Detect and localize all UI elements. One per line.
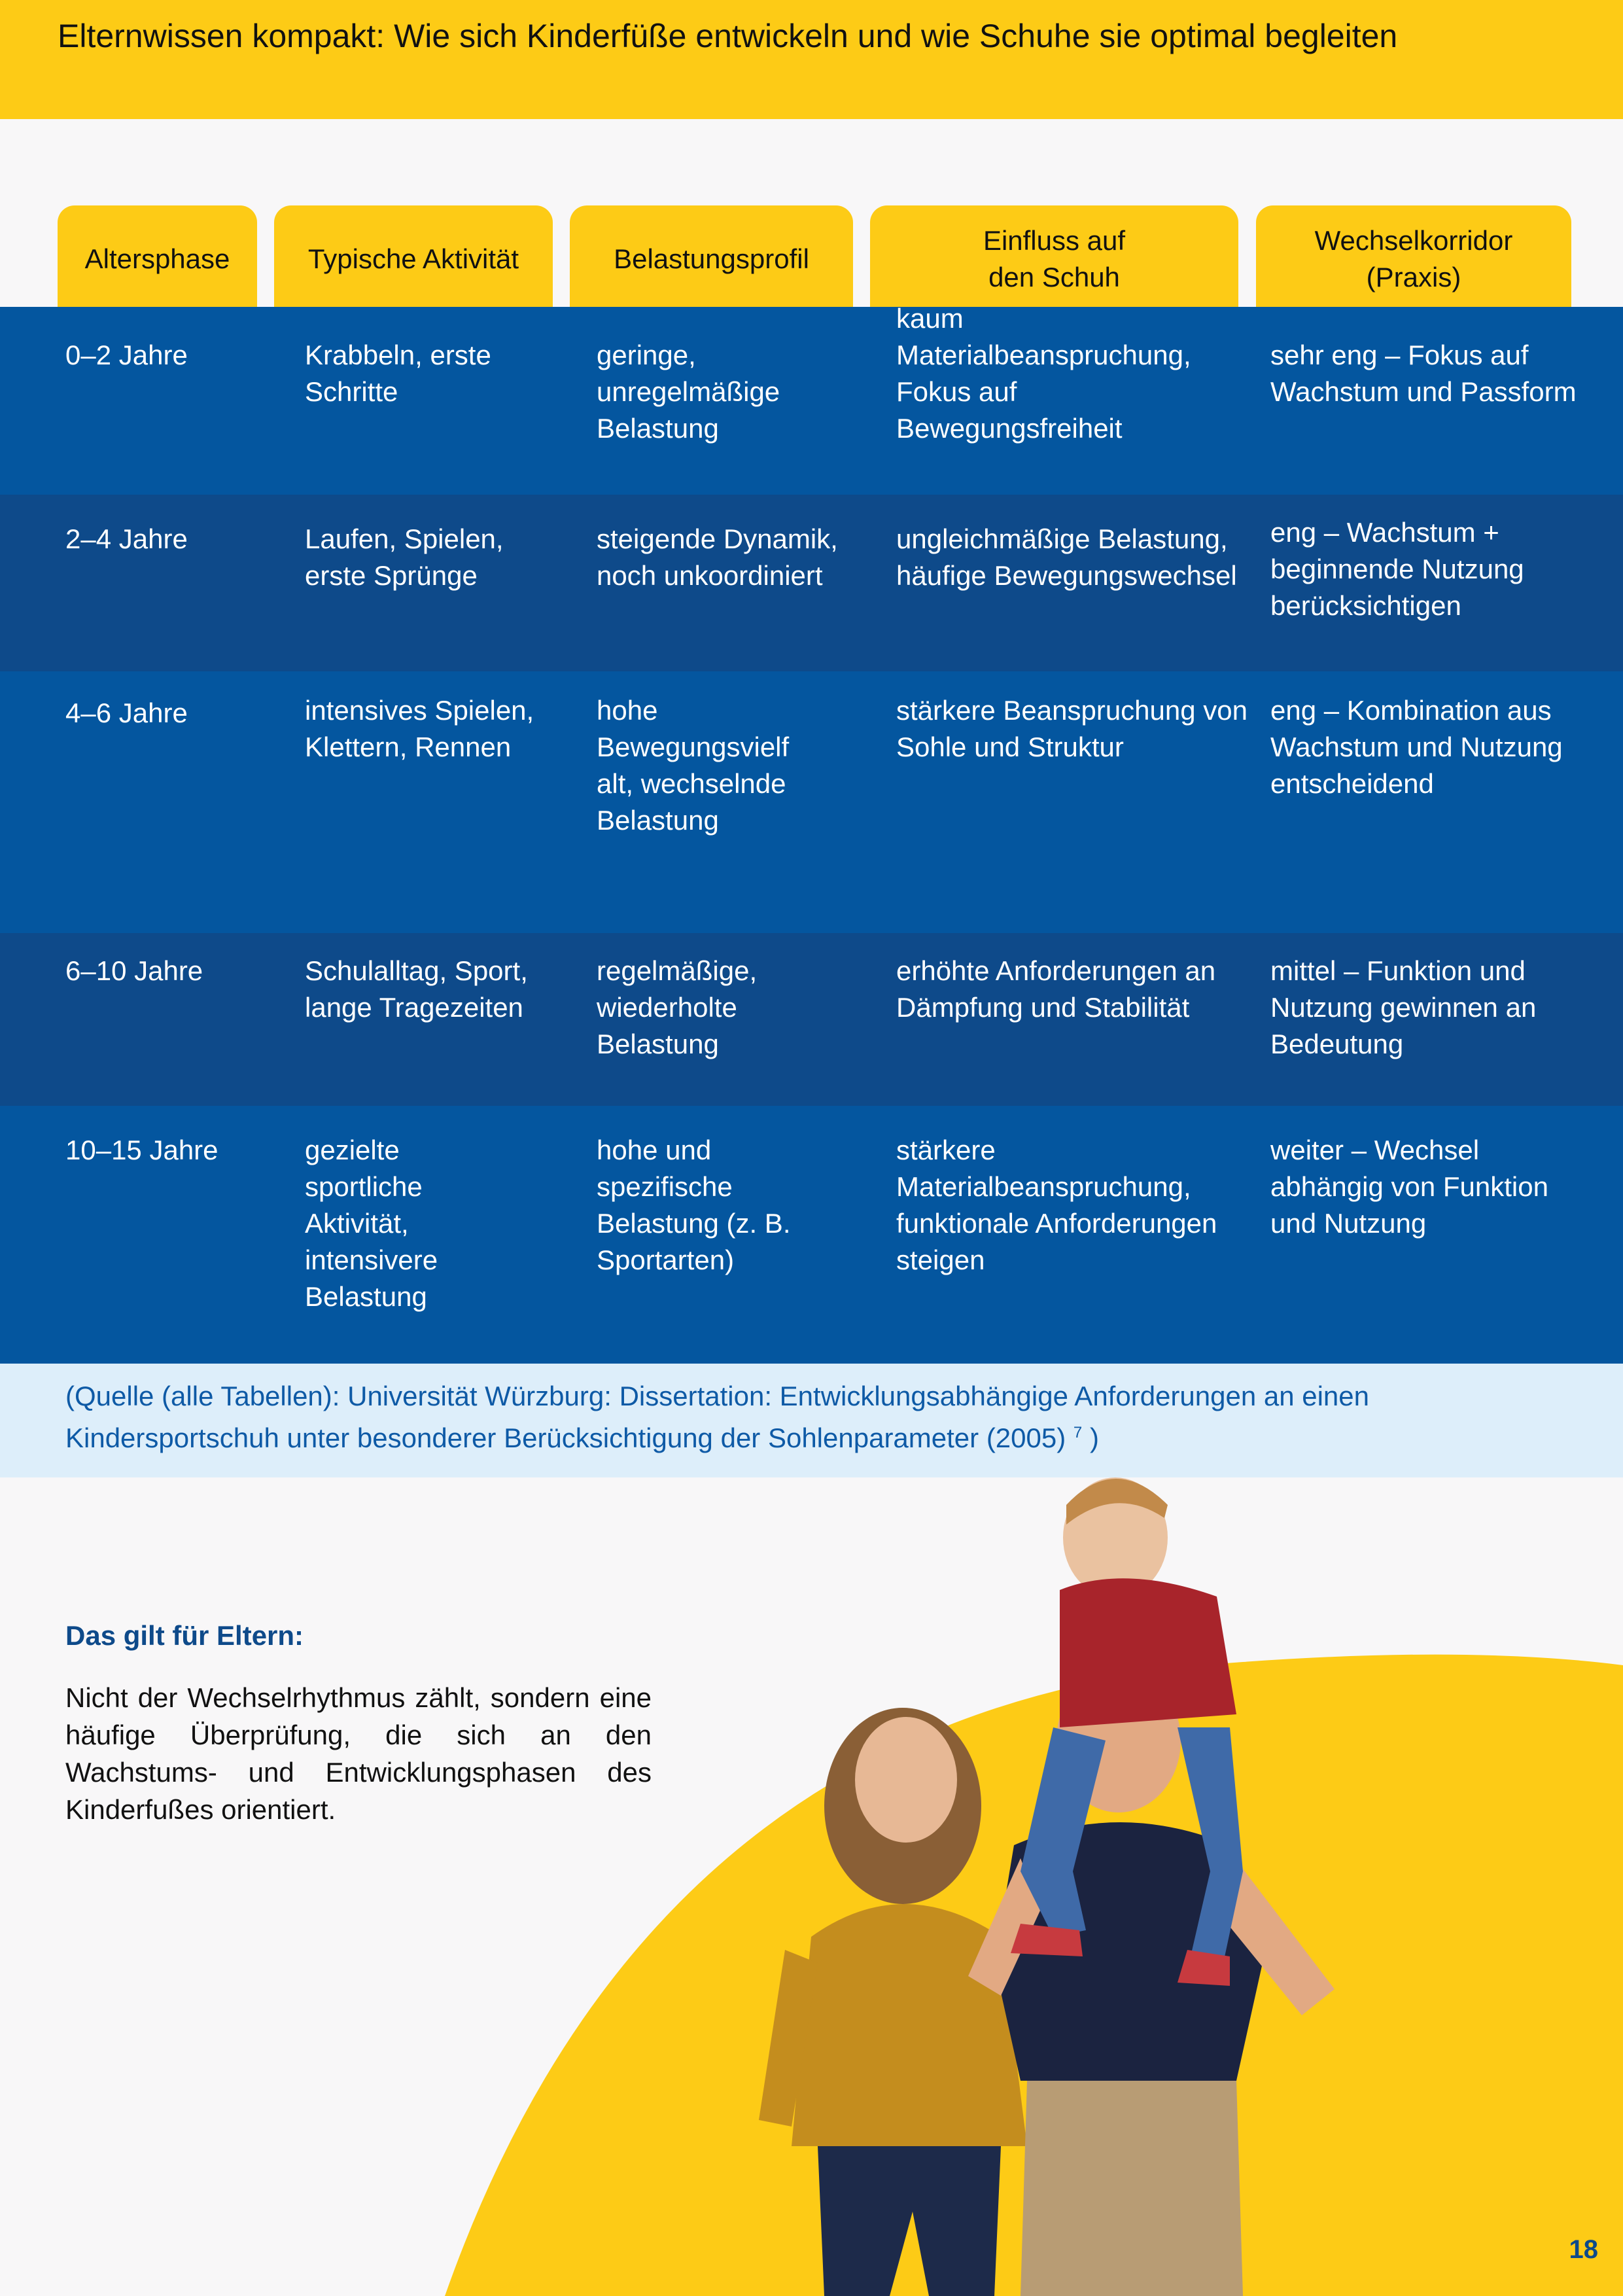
table-cell-shoe-impact: erhöhte Anforderungen an Dämpfung und Stabilität bbox=[896, 955, 1216, 1023]
table-cell-activity: intensives Spielen, Klettern, Rennen bbox=[305, 695, 534, 762]
table-cell-shoe-impact: stärkere Materialbeanspruchung, funktionale Anforderungen steigen bbox=[896, 1135, 1217, 1275]
table-cell-activity: gezielte sportliche Aktivität, intensivere Belastung bbox=[305, 1135, 438, 1312]
column-header-wechselkorridor: Wechselkorridor (Praxis) bbox=[1256, 205, 1571, 307]
column-header-einfluss: Einfluss auf den Schuh bbox=[870, 205, 1238, 307]
table-cell-activity: Krabbeln, erste Schritte bbox=[305, 340, 491, 407]
table-cell-change-corridor: mittel – Funktion und Nutzung gewinnen an Bedeutung bbox=[1270, 955, 1537, 1059]
page-number: 18 bbox=[1569, 2235, 1598, 2264]
table-cell-shoe-impact: stärkere Beanspruchung von Sohle und Struktur bbox=[896, 695, 1248, 762]
table-cell-load-profile: regelmäßige, wiederholte Belastung bbox=[597, 955, 758, 1059]
tip-heading: Das gilt für Eltern: bbox=[65, 1620, 304, 1651]
table-cell-age: 2–4 Jahre bbox=[65, 523, 188, 554]
table-cell-age: 6–10 Jahre bbox=[65, 955, 203, 986]
column-header-altersphase: Altersphase bbox=[58, 205, 257, 307]
table-cell-change-corridor: eng – Wachstum + beginnende Nutzung berücksichtigen bbox=[1270, 517, 1524, 621]
table-cell-age: 10–15 Jahre bbox=[65, 1135, 218, 1165]
table-cell-shoe-impact: kaum Materialbeanspruchung, Fokus auf Bewegungsfreiheit bbox=[896, 303, 1191, 444]
table-cell-age: 0–2 Jahre bbox=[65, 340, 188, 370]
table-cell-load-profile: hohe und spezifische Belastung (z. B. Sportarten) bbox=[597, 1135, 791, 1275]
table-cell-activity: Laufen, Spielen, erste Sprünge bbox=[305, 523, 504, 591]
table-cell-load-profile: hohe Bewegungsvielf alt, wechselnde Belastung bbox=[597, 695, 790, 836]
table-cell-load-profile: geringe, unregelmäßige Belastung bbox=[597, 340, 780, 444]
source-closing: ) bbox=[1089, 1422, 1099, 1453]
table-cell-shoe-impact: ungleichmäßige Belastung, häufige Bewegungswechsel bbox=[896, 523, 1237, 591]
tip-text: Nicht der Wechselrhythmus zählt, sondern eine häufige Überprüfung, die sich an den Wachstums- und Entwicklungsphasen des Kinderfußes orientiert. bbox=[65, 1682, 652, 1825]
page-title: Elternwissen kompakt: Wie sich Kinderfüße entwickeln und wie Schuhe sie optimal begleiten bbox=[58, 18, 1398, 54]
table-cell-change-corridor: weiter – Wechsel abhängig von Funktion und Nutzung bbox=[1270, 1135, 1548, 1239]
table-cell-change-corridor: sehr eng – Fokus auf Wachstum und Passform bbox=[1270, 340, 1577, 407]
column-header-belastungsprofil: Belastungsprofil bbox=[570, 205, 853, 307]
table-cell-load-profile: steigende Dynamik, noch unkoordiniert bbox=[597, 523, 838, 591]
column-header-aktivitaet: Typische Aktivität bbox=[274, 205, 553, 307]
table-cell-activity: Schulalltag, Sport, lange Tragezeiten bbox=[305, 955, 528, 1023]
source-citation: (Quelle (alle Tabellen): Universität Würzburg: Dissertation: Entwicklungsabhängige Anforderungen an einen Kindersportschuh unter besonderer Berücksichtigung der Sohlenparameter (2005) bbox=[65, 1381, 1370, 1453]
table-cell-age: 4–6 Jahre bbox=[65, 698, 188, 728]
footnote-marker: 7 bbox=[1073, 1424, 1083, 1441]
table-cell-change-corridor: eng – Kombination aus Wachstum und Nutzung entscheidend bbox=[1270, 695, 1563, 799]
